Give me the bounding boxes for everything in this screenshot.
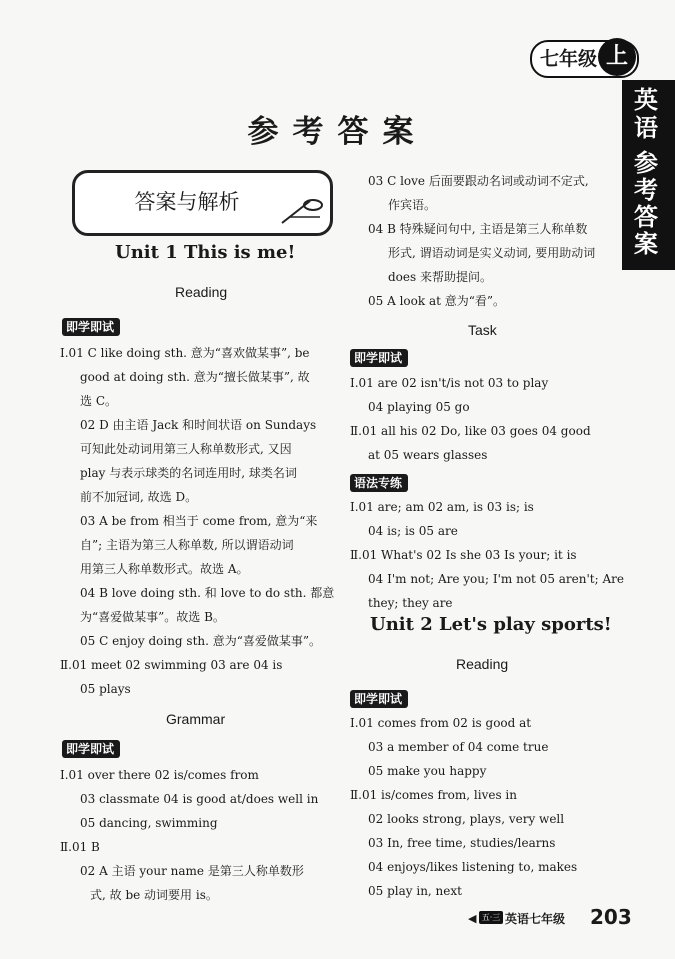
answer-line: at 05 wears glasses [368,448,488,462]
answer-line: 02 looks strong, plays, very well [368,812,565,826]
pen-icon [280,195,325,225]
brand-logo: 五·三 [479,911,503,924]
grammar-practice-badge: 语法专练 [350,474,408,492]
answer-line: Ⅰ.01 over there 02 is/comes from [60,768,259,782]
answer-line: 为“喜爱做某事”。故选 B。 [80,610,225,624]
answer-line: does 来帮助提问。 [388,270,492,284]
answer-line: 04 B love doing sth. 和 love to do sth. 都意 [80,586,335,600]
book-name: 英语七年级 [505,912,566,926]
answer-line: 可知此处动词用第三人称单数形式, 又因 [80,442,292,456]
term-badge: 上 [598,38,636,76]
answer-line: 05 dancing, swimming [80,816,218,830]
answer-line: Ⅰ.01 are 02 isn't/is not 03 to play [350,376,549,390]
practice-badge: 即学即试 [350,349,408,367]
answer-line: play 与表示球类的名词连用时, 球类名词 [80,466,297,480]
answer-line: 03 In, free time, studies/learns [368,836,556,850]
grammar-heading: Grammar [166,711,226,727]
answer-line: 02 A 主语 your name 是第三人称单数形 [80,864,304,878]
practice-badge: 即学即试 [62,740,120,758]
answer-line: 式, 故 be 动词要用 is。 [90,888,218,902]
answer-line: 05 make you happy [368,764,487,778]
answer-line: 05 play in, next [368,884,462,898]
answer-line: 03 A be from 相当于 come from, 意为“来 [80,514,318,528]
page-number: 203 [590,905,632,929]
answer-line: Ⅱ.01 meet 02 swimming 03 are 04 is [60,658,283,672]
answer-line: Ⅰ.01 are; am 02 am, is 03 is; is [350,500,534,514]
unit2-title: Unit 2 Let's play sports! [370,614,612,635]
section-title: 答案与解析 [134,190,240,214]
answer-line: 前不加冠词, 故选 D。 [80,490,198,504]
answer-line: 自”; 主语为第三人称单数, 所以谓语动词 [80,538,294,552]
answer-line: Ⅱ.01 is/comes from, lives in [350,788,517,802]
answer-line: 04 B 特殊疑问句中, 主语是第三人称单数 [368,222,588,236]
practice-badge: 即学即试 [62,318,120,336]
unit1-title: Unit 1 This is me! [115,242,296,263]
left-arrow-icon: ◀ [468,912,477,925]
answer-line: 05 plays [80,682,131,696]
answer-line: 形式, 谓语动词是实义动词, 要用助动词 [388,246,596,260]
page-title: 参考答案 [247,114,428,150]
grade-label: 七年级 [540,48,598,70]
answer-line: 03 classmate 04 is good at/does well in [80,792,319,806]
task-heading: Task [468,322,497,338]
answer-line: Ⅰ.01 C like doing sth. 意为“喜欢做某事”, be [60,346,310,360]
answer-line: 04 I'm not; Are you; I'm not 05 aren't; Are [368,572,624,586]
answer-line: 用第三人称单数形式。故选 A。 [80,562,249,576]
answer-line: 03 C love 后面要跟动名词或动词不定式, [368,174,589,188]
answer-line: Ⅱ.01 What's 02 Is she 03 Is your; it is [350,548,577,562]
answer-line: Ⅱ.01 all his 02 Do, like 03 goes 04 good [350,424,591,438]
answer-line: 选 C。 [80,394,117,408]
answer-line: good at doing sth. 意为“擅长做某事”, 故 [80,370,310,384]
answer-line: 03 a member of 04 come true [368,740,549,754]
reading-heading: Reading [456,656,509,672]
answer-line: 02 D 由主语 Jack 和时间状语 on Sundays [80,418,317,432]
side-key-label: 参考答案 [634,149,658,258]
answer-line: they; they are [368,596,453,610]
answer-line: 04 playing 05 go [368,400,470,414]
reading-heading: Reading [175,284,228,300]
answer-line: 04 is; is 05 are [368,524,458,538]
answer-line: 作宾语。 [388,198,437,212]
practice-badge: 即学即试 [350,690,408,708]
answer-line: 05 A look at 意为“看”。 [368,294,505,308]
answer-line: 05 C enjoy doing sth. 意为“喜爱做某事”。 [80,634,322,648]
answer-line: Ⅱ.01 B [60,840,100,854]
answer-line: Ⅰ.01 comes from 02 is good at [350,716,532,730]
side-subject: 英语 [634,86,658,142]
answer-line: 04 enjoys/likes listening to, makes [368,860,578,874]
